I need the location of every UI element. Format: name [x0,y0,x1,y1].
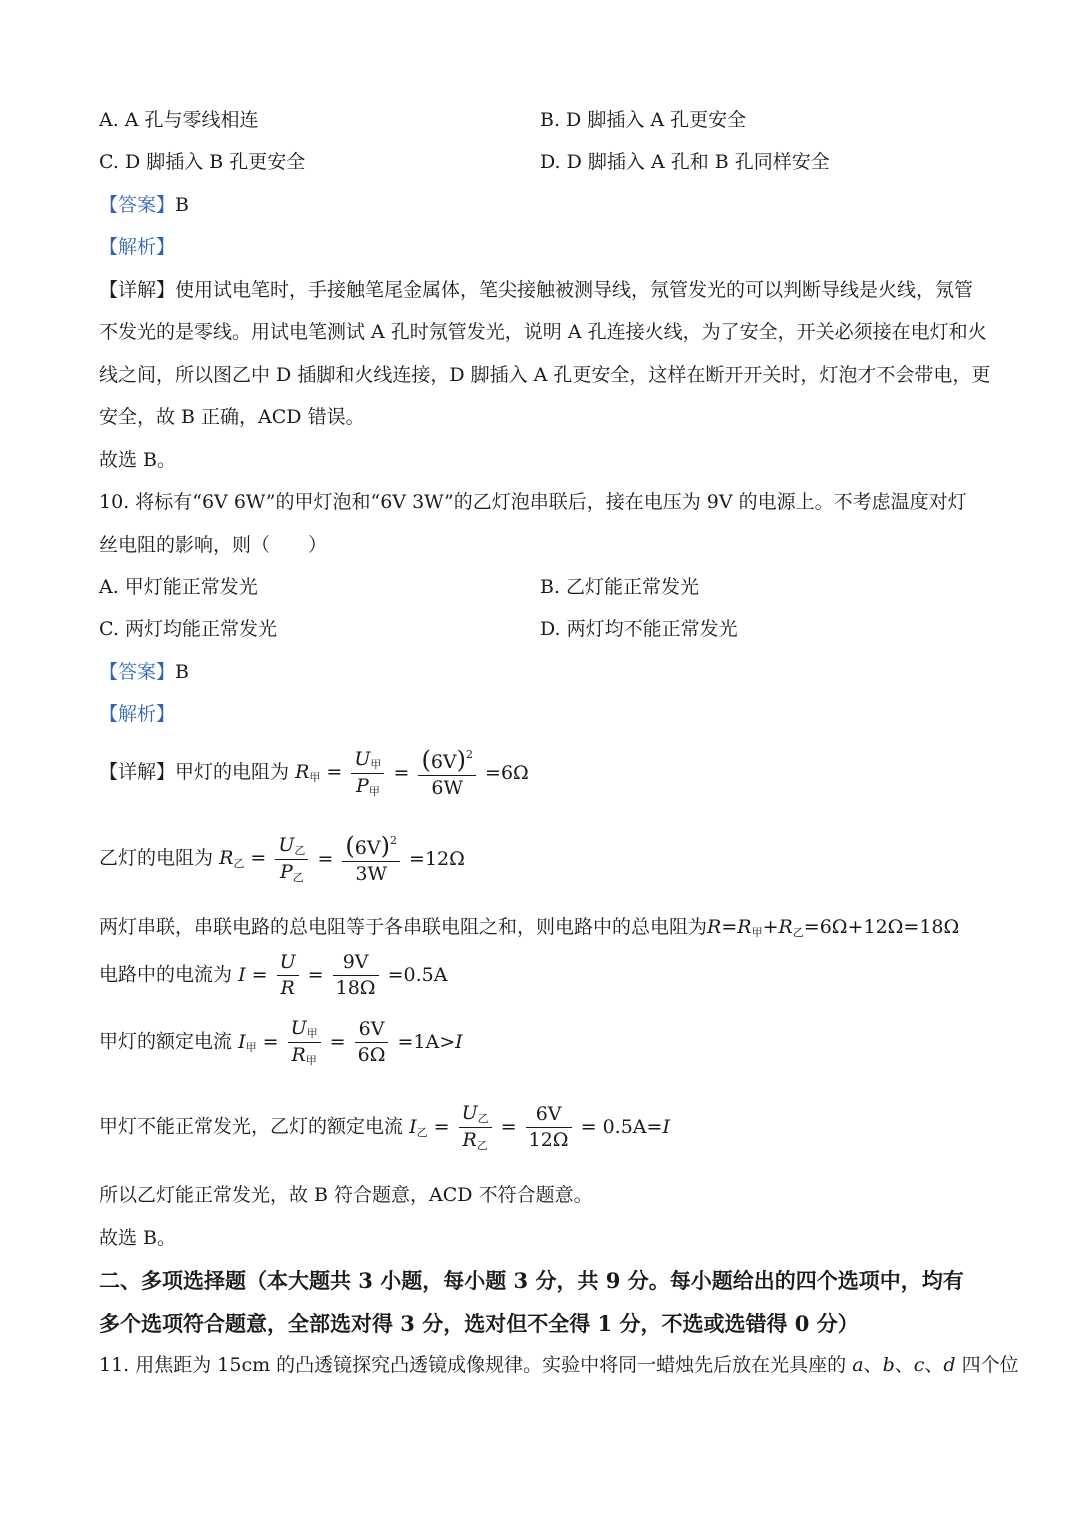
answer-value: B [175,661,189,683]
q9-option-a: A. A 孔与零线相连 [99,109,259,131]
q9-detail-line-3: 线之间，所以图乙中 D 插脚和火线连接，D 脚插入 A 孔更安全，这样在断开开关时，灯泡才不会带电，更 [99,364,991,386]
q9-answer [99,196,189,215]
fraction: $\frac{(6V)^2}{6W}$ [418,748,476,798]
fraction: $\frac{U_乙}{R_乙}$ [459,1104,492,1151]
q10-equation-rated-current-yi: 甲灯不能正常发光，乙灯的额定电流 $I_乙$ = $\frac{U_乙}{R_乙}$ = $\frac{6V}{12\Omega}$ = 0.5A=I [99,1102,670,1152]
q10-stem-line-2: 丝电阻的影响，则（ ） [99,534,328,556]
q10-equation-r-yi: 乙灯的电阻为 $R_乙$ = $\frac{U_乙}{P_乙}$ = $\frac{(6V)^2}{3W}$ =12Ω [99,832,465,885]
q10-analysis-label: 【解析】 [99,703,176,725]
q11-stem: 11. 用焦距为 15cm 的凸透镜探究凸透镜成像规律。实验中将同一蜡烛先后放在光具座的 a、b、c、d 四个位 [99,1354,1019,1376]
q10-answer [99,663,189,682]
q10-equation-current: 电路中的电流为 I = $\frac{U}{R}$ = $\frac{9V}{18\Omega}$ =0.5A [99,951,448,999]
q10-option-a: A. 甲灯能正常发光 [99,576,258,598]
detail-label: 【详解】 [99,761,176,783]
fraction: $\frac{U_甲}{R_甲}$ [288,1019,321,1066]
q10-conclusion: 故选 B。 [99,1227,177,1249]
answer-label: 【答案】 [99,194,176,216]
fraction: $\frac{(6V)^2}{3W}$ [342,834,400,884]
detail-label: 【详解】 [99,279,176,301]
q10-option-d: D. 两灯均不能正常发光 [540,618,738,640]
fraction: $\frac{U_甲}{P_甲}$ [351,750,384,797]
q10-series-resistance: 两灯串联，串联电路的总电阻等于各串联电阻之和，则电路中的总电阻为$R=R_甲+R_乙=6\Omega+12\Omega=18\Omega$ [99,916,960,939]
q9-option-b: B. D 脚插入 A 孔更安全 [540,109,747,131]
fraction: $\frac{6V}{12\Omega}$ [526,1105,572,1150]
q9-option-c: C. D 脚插入 B 孔更安全 [99,151,306,173]
q9-conclusion: 故选 B。 [99,449,177,471]
q10-equation-rated-current-jia: 甲灯的额定电流 $I_甲$ = $\frac{U_甲}{R_甲}$ = $\frac{6V}{6\Omega}$ =1A>I [99,1017,463,1067]
fraction: $\frac{U}{R}$ [277,953,299,998]
fraction: $\frac{9V}{18\Omega}$ [333,953,379,998]
fraction: $\frac{6V}{6\Omega}$ [355,1020,389,1065]
q10-stem-line-1: 10. 将标有“6V 6W”的甲灯泡和“6V 3W”的乙灯泡串联后，接在电压为 9V 的电源上。不考虑温度对灯 [99,491,967,513]
q10-equation-r-jia: 【详解】甲灯的电阻为 $R_甲$ = $\frac{U_甲}{P_甲}$ = $\frac{(6V)^2}{6W}$ =6Ω [99,746,529,799]
q9-option-d: D. D 脚插入 A 孔和 B 孔同样安全 [540,151,830,173]
section-2-heading-line-1: 二、多项选择题（本大题共 3 小题，每小题 3 分，共 9 分。每小题给出的四个选项中，均有 [99,1268,964,1293]
answer-label: 【答案】 [99,661,176,683]
answer-value: B [175,194,189,216]
q10-conclusion-line: 所以乙灯能正常发光，故 B 符合题意，ACD 不符合题意。 [99,1184,593,1206]
q9-detail-line-1: 【详解】使用试电笔时，手接触笔尾金属体，笔尖接触被测导线，氖管发光的可以判断导线是火线，氖管 [99,279,974,301]
q9-detail-line-2: 不发光的是零线。用试电笔测试 A 孔时氖管发光，说明 A 孔连接火线，为了安全，开关必须接在电灯和火 [99,321,987,343]
section-2-heading-line-2: 多个选项符合题意，全部选对得 3 分，选对但不全得 1 分，不选或选错得 0 分） [99,1311,859,1336]
q10-option-b: B. 乙灯能正常发光 [540,576,700,598]
q10-option-c: C. 两灯均能正常发光 [99,618,277,640]
q9-detail-line-4: 安全，故 B 正确，ACD 错误。 [99,406,365,428]
q9-analysis-label: 【解析】 [99,236,176,258]
fraction: $\frac{U_乙}{P_乙}$ [275,836,308,883]
